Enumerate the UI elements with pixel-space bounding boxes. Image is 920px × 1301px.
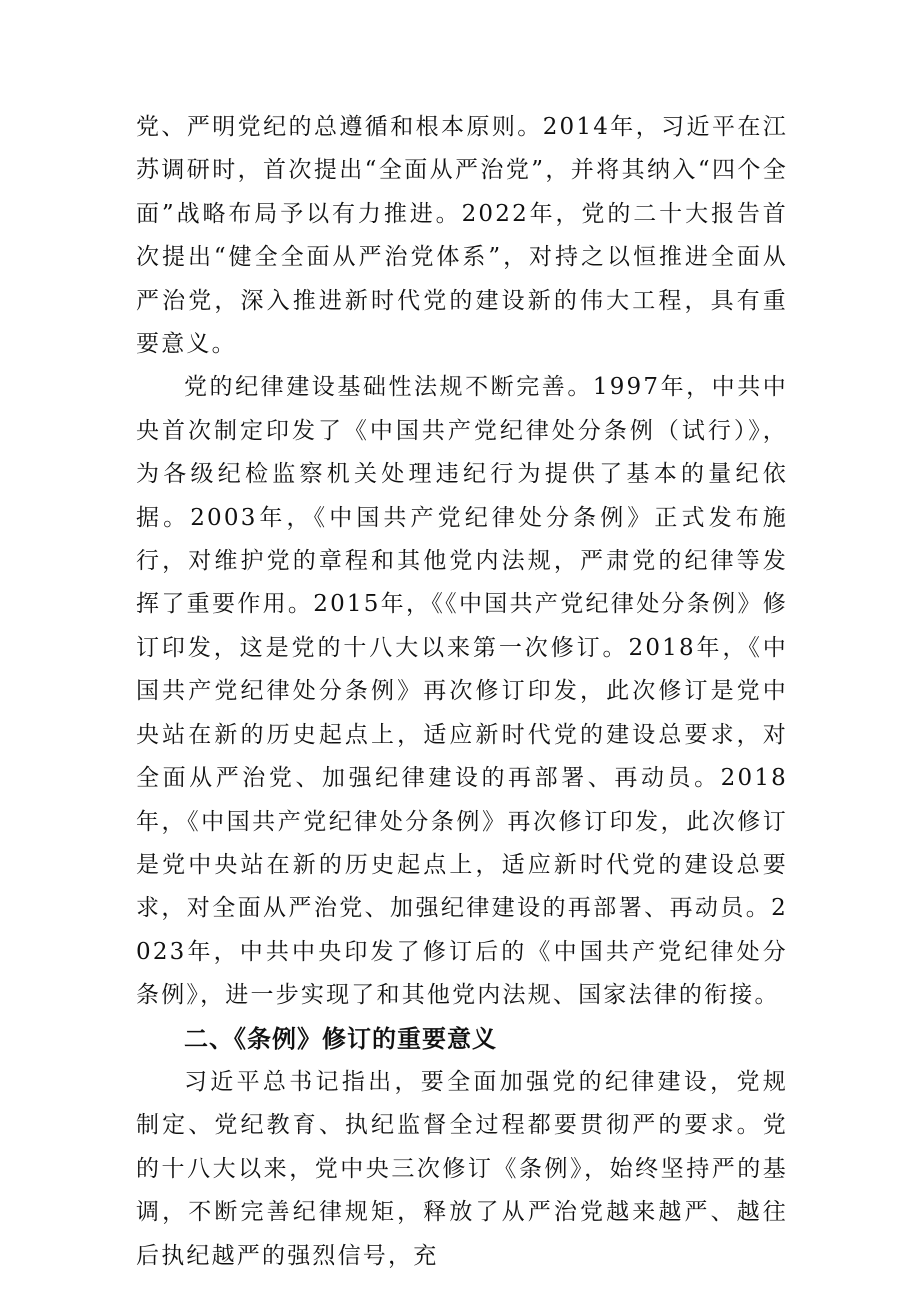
section-heading: 二、《条例》修订的重要意义 xyxy=(184,1024,497,1053)
paragraph-significance: 习近平总书记指出，要全面加强党的纪律建设，党规制定、党纪教育、执纪监督全过程都要贯彻严的要求。党的十八大以来，党中央三次修订《条例》，始终坚持严的基调，不断完善纪律规矩，释放了从严治党越来越严、越往后执纪越严的强烈信号，充 xyxy=(136,1068,788,1269)
paragraph-discipline-regulations: 党的纪律建设基础性法规不断完善。1997年，中共中央首次制定印发了《中国共产党纪律处分条例（试行）》，为各级纪检监察机关处理违纪行为提供了基本的量纪依据。2003年，《中国共产党纪律处分条例》正式发布施行，对维护党的章程和其他党内法规，严肃党的纪律等发挥了重要作用。2015年，《《中国共产党纪律处分条例》修订印发，这是党的十八大以来第一次修订。2018年，《中国共产党纪律处分条例》再次修订印发，此次修订是党中央站在新的历史起点上，适应新时代党的建设总要求，对全面从严治党、加强纪律建设的再部署、再动员。2018年，《中国共产党纪律处分条例》再次修订印发，此次修订是党中央站在新的历史起点上，适应新时代党的建设总要求，对全面从严治党、加强纪律建设的再部署、再动员。2023年，中共中央印发了修订后的《中国共产党纪律处分条例》，进一步实现了和其他党内法规、国家法律的衔接。 xyxy=(136,374,788,1009)
paragraph-continued: 党、严明党纪的总遵循和根本原则。2014年，习近平在江苏调研时，首次提出“全面从严治党”，并将其纳入“四个全面”战略布局予以有力推进。2022年，党的二十大报告首次提出“健全全面从严治党体系”，对持之以恒推进全面从严治党，深入推进新时代党的建设新的伟大工程，具有重要意义。 xyxy=(136,114,788,358)
